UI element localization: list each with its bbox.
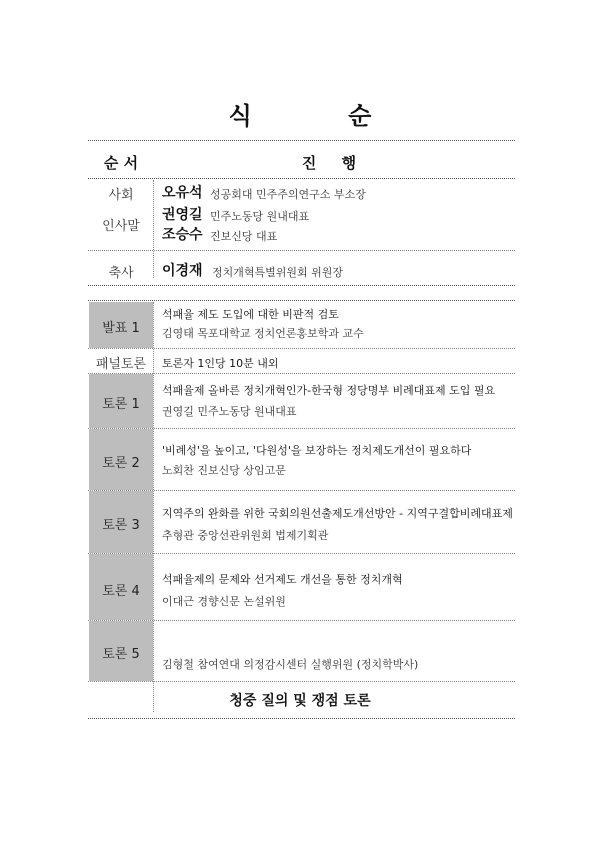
discussion-topic-2: '비례성'을 높이고, '다원성'을 보장하는 정치제도개선이 필요하다 bbox=[162, 444, 472, 457]
greeting-name-2: 조승수 bbox=[162, 227, 203, 243]
discussion-person-3: 추형관 중앙선관위원회 법제기획관 bbox=[162, 529, 329, 542]
column-divider bbox=[153, 180, 154, 278]
closing-title: 청중 질의 및 쟁점 토론 bbox=[229, 693, 371, 709]
page-title: 식 순 bbox=[228, 102, 416, 130]
discussion-label-4: 토론 4 bbox=[102, 584, 140, 599]
progress-header: 진 행 bbox=[301, 154, 367, 172]
column-divider bbox=[153, 302, 154, 712]
discussion-topic-1: 석패율제 올바른 정치개혁인가-한국형 정당명부 비례대표제 도입 필요 bbox=[162, 384, 496, 397]
divider bbox=[88, 681, 515, 682]
presentation-topic: 석패율 제도 도입에 대한 비판적 검토 bbox=[162, 308, 339, 321]
discussion-label-1: 토론 1 bbox=[102, 397, 140, 412]
host-desc: 성공회대 민주주의연구소 부소장 bbox=[210, 188, 366, 201]
divider bbox=[88, 718, 515, 719]
divider bbox=[88, 348, 515, 349]
congrats-name: 이경재 bbox=[162, 263, 203, 279]
divider bbox=[88, 250, 515, 251]
host-label: 사회 bbox=[108, 188, 134, 203]
discussion-person-2: 노회찬 진보신당 상임고문 bbox=[162, 464, 286, 477]
divider bbox=[88, 300, 515, 301]
discussion-person-1: 권영길 민주노동당 원내대표 bbox=[162, 405, 297, 418]
congrats-desc: 정치개혁특별위원회 위원장 bbox=[212, 266, 344, 279]
discussion-person-5: 김형철 참여연대 의정감시센터 실행위원 (정치학박사) bbox=[162, 658, 419, 671]
greeting-desc-1: 민주노동당 원내대표 bbox=[210, 210, 310, 223]
greeting-label: 인사말 bbox=[102, 219, 140, 234]
discussion-person-4: 이대근 경향신문 논설위원 bbox=[162, 595, 286, 608]
discussion-label-5: 토론 5 bbox=[102, 647, 140, 662]
discussion-label-2: 토론 2 bbox=[102, 456, 140, 471]
panel-text: 토론자 1인당 10분 내외 bbox=[162, 357, 279, 370]
presentation-label: 발표 1 bbox=[102, 321, 140, 336]
divider bbox=[88, 178, 515, 179]
congrats-label: 축사 bbox=[108, 266, 134, 281]
panel-label: 패널토론 bbox=[95, 357, 147, 372]
discussion-topic-3: 지역주의 완화를 위한 국회의원선출제도개선방안 - 지역구결합비례대표제 bbox=[162, 507, 513, 520]
host-name: 오유석 bbox=[162, 185, 203, 201]
divider bbox=[88, 285, 515, 286]
greeting-desc-2: 진보신당 대표 bbox=[210, 230, 278, 243]
divider bbox=[88, 140, 515, 141]
greeting-name-1: 권영길 bbox=[162, 207, 203, 223]
presentation-person: 김영태 목포대학교 정치언론홍보학과 교수 bbox=[162, 327, 364, 340]
order-header: 순 서 bbox=[103, 154, 139, 172]
discussion-topic-4: 석패율제의 문제와 선거제도 개선을 통한 정치개혁 bbox=[162, 573, 403, 586]
discussion-label-3: 토론 3 bbox=[102, 518, 140, 533]
